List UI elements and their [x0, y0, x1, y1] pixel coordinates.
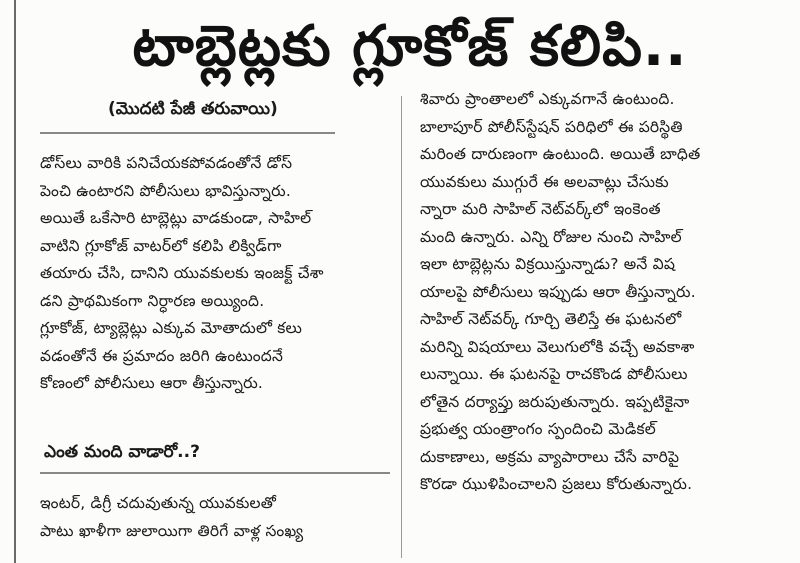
text-line: వడంతోనే ఈ ప్రమాదం జరిగి ఉంటుందనే	[40, 346, 284, 365]
text-line: మరిన్ని విషయాలు వెలుగులోకి వచ్చే అవకాశా	[420, 337, 695, 356]
left-column-paragraph-2	[40, 490, 392, 545]
text-line: ఇంటర్, డిగ్రీ చదువుతున్న యువకులతో	[40, 494, 277, 512]
text-line: డోస్‌లు వారికి పనిచేయకపోవడంతోనే డోస్	[40, 154, 293, 172]
right-column-text	[420, 86, 780, 499]
section-subheading: ఎంత మంది వాడారో..?	[44, 442, 200, 462]
continued-underline	[40, 132, 335, 134]
text-line: ప్రభుత్వ యంత్రాంగం స్పందించి మెడికల్	[420, 420, 656, 438]
text-line: అయితే ఒకేసారి టాబ్లెట్లు వాడకుండా, సాహిల్	[40, 209, 312, 227]
text-line: వాటిని గ్లూకోజ్ వాటర్‌లో కలిపి లిక్విడ్‌గా	[40, 236, 282, 255]
text-line: యాలపై పోలీసులు ఇప్పుడు ఆరా తీస్తున్నారు.	[420, 282, 696, 301]
continued-label: (మొదటి పేజీ తరువాయి)	[108, 99, 278, 119]
text-line: న్నారా మరి సాహిల్ నెట్‌వర్క్‌లో ఇంకెంత	[420, 200, 661, 218]
text-line: యువకులు ముగ్గురే ఈ అలవాట్లు చేసుకు	[420, 172, 669, 191]
text-line: లున్నాయి. ఈ ఘటనపై రాచకొండ పోలీసులు	[420, 365, 688, 383]
text-line: గ్లూకోజ్, ట్యాబ్లెట్లు ఎక్కువ మోతాదులో కలు	[40, 319, 303, 337]
subheading-underline	[40, 472, 390, 474]
text-line: ఇలా టాబ్లెట్లను విక్రయిస్తున్నాడు? అనే విష	[420, 255, 676, 273]
text-line: దుకాణాలు, అక్రమ వ్యాపారాలు చేసే వారిపై	[420, 447, 680, 466]
left-margin-rule	[14, 0, 16, 563]
text-line: పెంచి ఉంటారని పోలీసులు భావిస్తున్నారు.	[40, 181, 291, 200]
left-column-paragraph-1	[40, 150, 392, 398]
text-line: తయారు చేసి, దానిని యువకులకు ఇంజక్ట్ చేశా	[40, 264, 324, 282]
text-line: పాటు ఖాళీగా జులాయిగా తిరిగే వాళ్ల సంఖ్య	[40, 521, 304, 540]
text-line: మరింత దారుణంగా ఉంటుంది. అయితే బాధిత	[420, 145, 701, 163]
text-line: బాలాపూర్ పోలీస్‌స్టేషన్ పరిధిలో ఈ పరిస్థితి	[420, 117, 683, 136]
text-line: శివారు ప్రాంతాలలో ఎక్కువగానే ఉంటుంది.	[420, 90, 675, 108]
text-line: మంది ఉన్నారు. ఎన్ని రోజుల నుంచి సాహిల్	[420, 227, 682, 246]
text-line: సాహిల్ నెట్‌వర్క్ గూర్చి తెలిస్తే ఈ ఘటనలో	[420, 310, 682, 328]
article-headline: టాబ్లెట్లకు గ్లూకోజ్ కలిపి..	[132, 14, 688, 79]
text-line: కొరడా ఝుళిపించాలని ప్రజలు కోరుతున్నారు.	[420, 475, 693, 493]
text-line: కోణంలో పోలీసులు ఆరా తీస్తున్నారు.	[40, 374, 264, 392]
text-line: లోతైన దర్యాప్తు జరుపుతున్నారు. ఇప్పటికైనా	[420, 392, 690, 411]
column-divider	[401, 96, 402, 558]
text-line: డని ప్రాథమికంగా నిర్ధారణ అయ్యింది.	[40, 291, 265, 310]
